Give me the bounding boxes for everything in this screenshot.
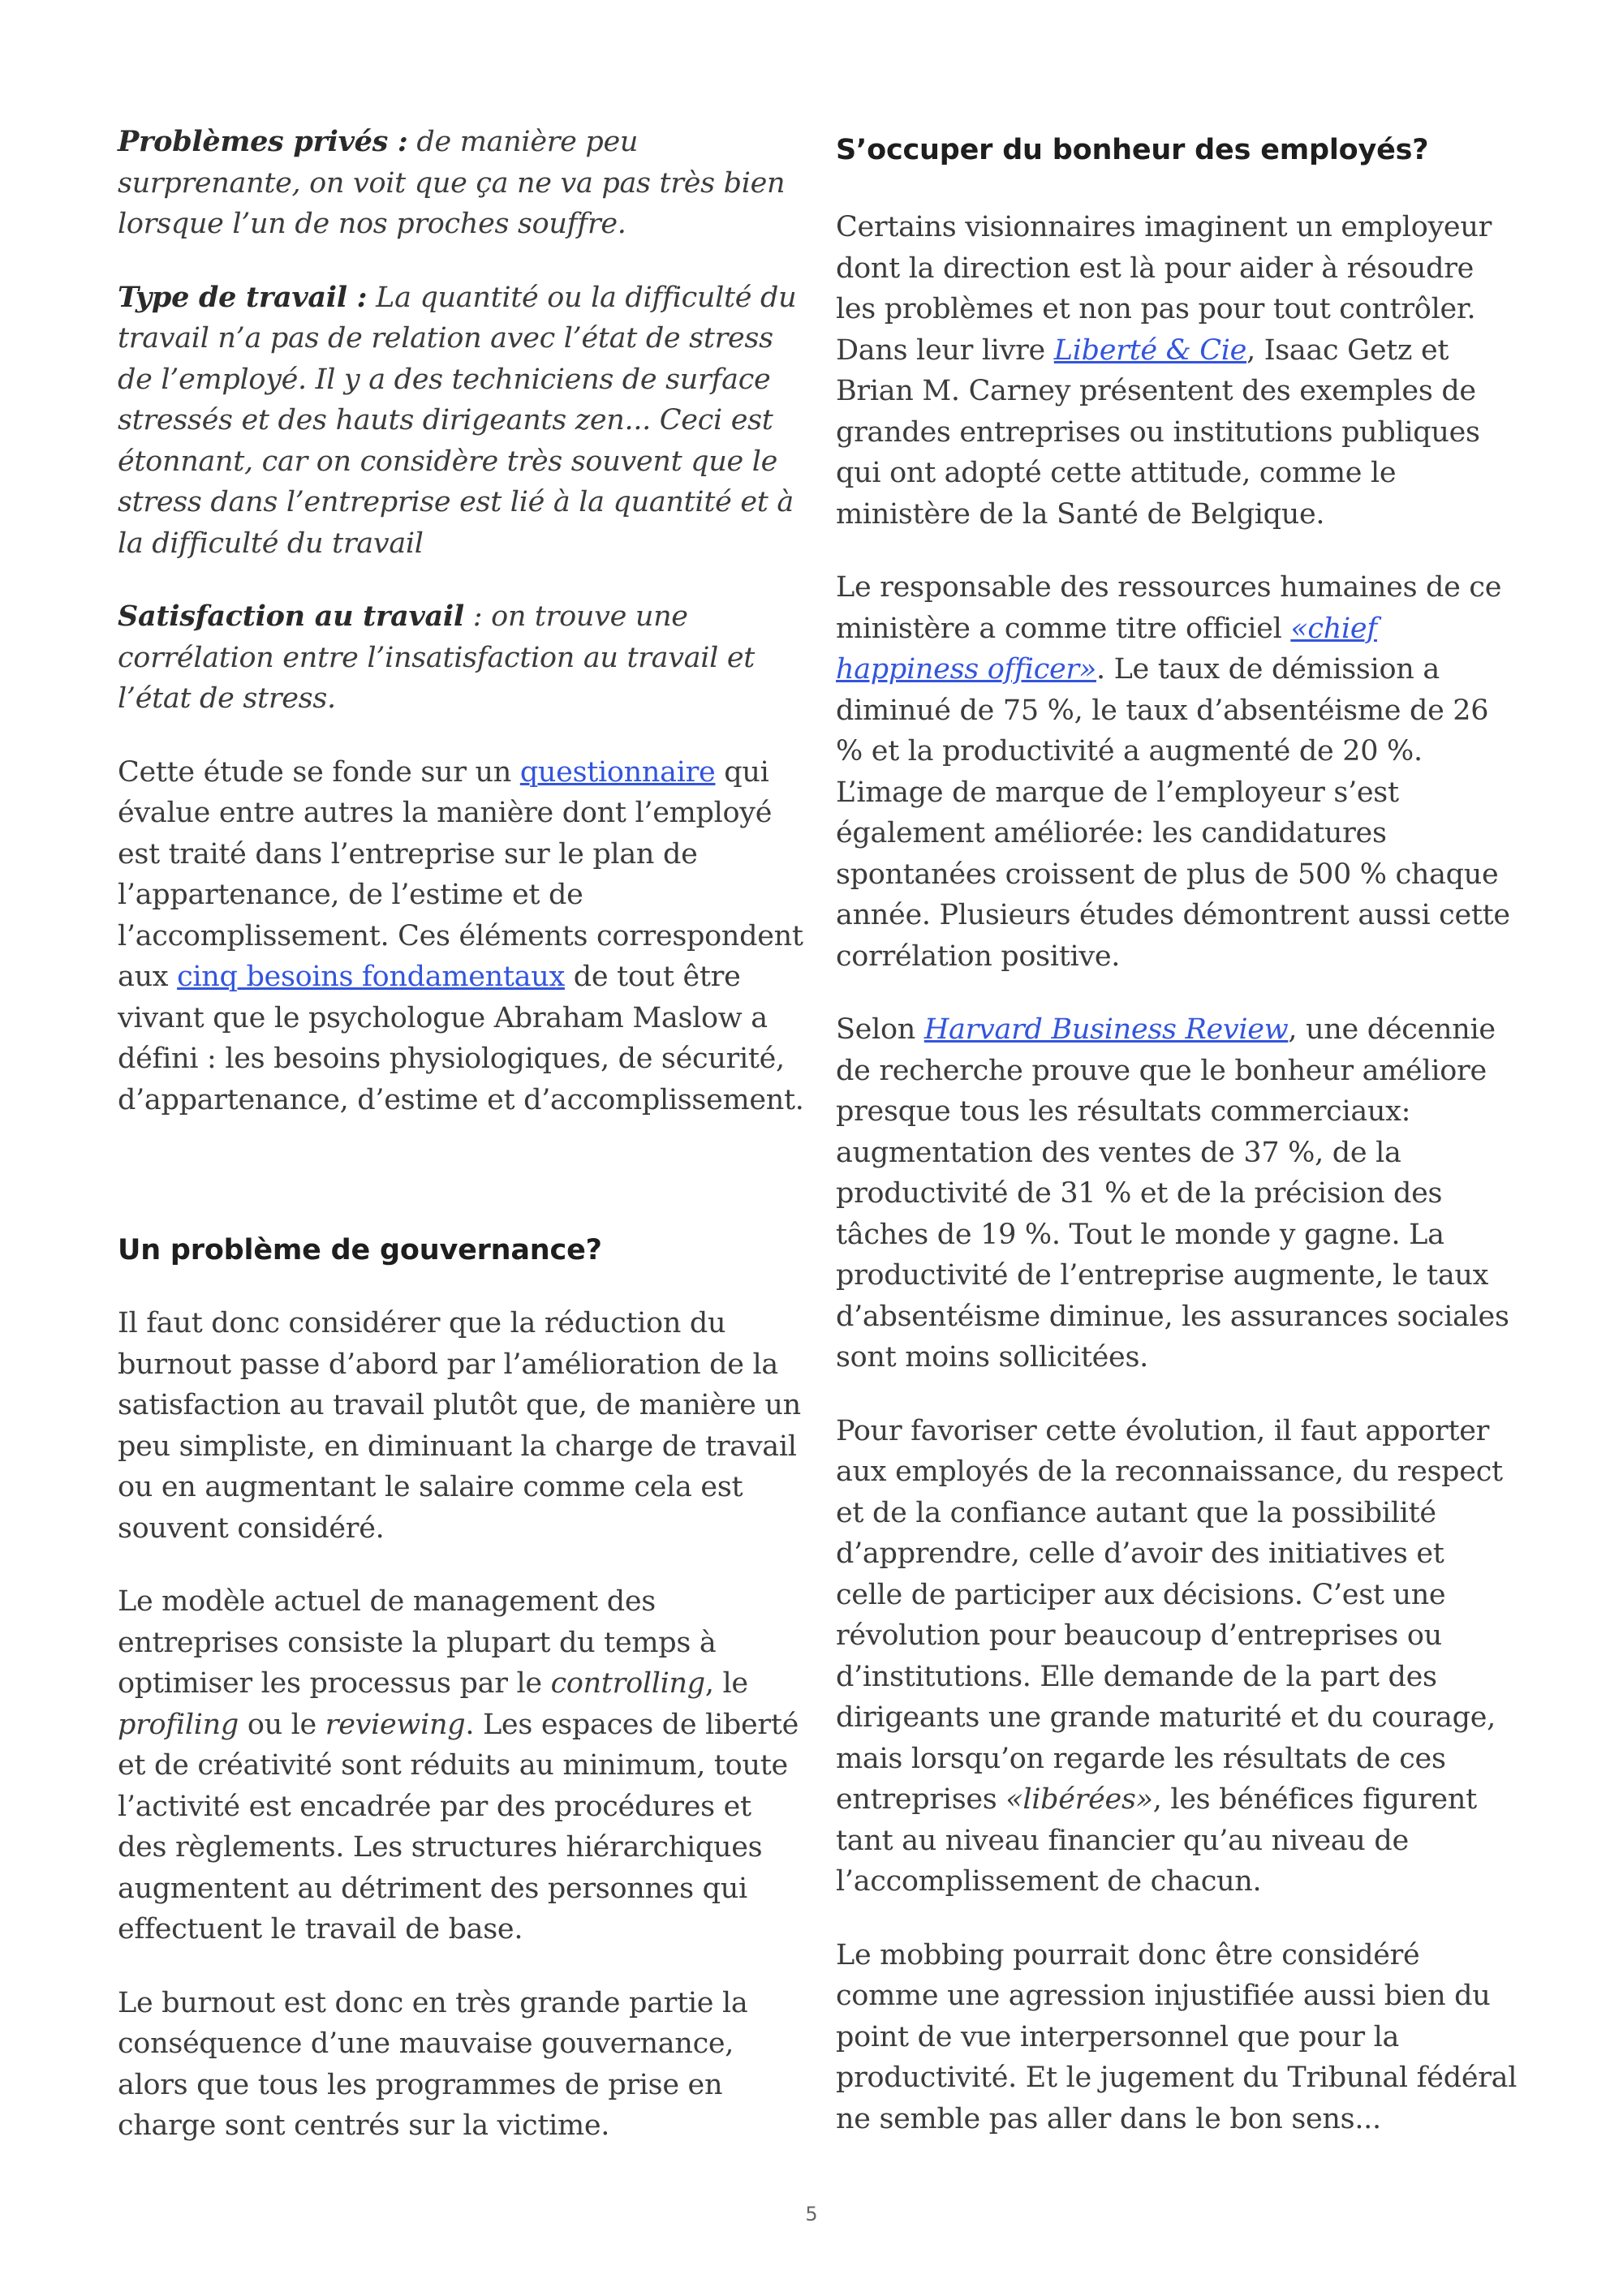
paragraph-visionaries (836, 207, 1518, 535)
paragraph-harvard (836, 1009, 1518, 1378)
text-segment: . Les espaces de liberté et de créativité sont réduits au minimum, toute l’activité est encadrée par des procédures et des règlements. Les structures hiérarchiques augmentent au détriment des personnes qui effectuent le travail de base. (118, 1708, 799, 1946)
liberte-cie-link[interactable]: Liberté & Cie (1053, 333, 1247, 367)
text-segment: Selon (836, 1013, 924, 1046)
text-segment: de tout être vivant que le psychologue Abraham Maslow a défini : les besoins physiologiques, de sécurité, d’appartenance, d’estime et d’accomplissement. (118, 961, 804, 1116)
paragraph-management-model (118, 1581, 807, 1950)
paragraph-evolution (836, 1411, 1518, 1903)
harvard-business-review-link[interactable]: Harvard Business Review (923, 1013, 1289, 1046)
paragraph-hr-officer (836, 567, 1518, 977)
heading-employee-happiness: S’occuper du bonheur des employés? (836, 134, 1429, 166)
term-controlling: controlling (550, 1667, 705, 1700)
paragraph-work-satisfaction (118, 596, 807, 720)
text-segment: ou le (239, 1708, 325, 1741)
text-segment: Pour favoriser cette évolution, il faut apporter aux employés de la reconnaissance, du respect et de la confiance autant que la possibilité d’apprendre, celle d’avoir des initiatives et celle de participer aux décisions. C’est une révolution pour beaucoup d’entreprises ou d’institutions. Elle demande de la part des dirigeants une grande maturité et du courage, mais lorsqu’on regarde les résultats de ces entreprises (836, 1414, 1503, 1816)
term-liberees: «libérées» (1005, 1783, 1153, 1816)
text-segment: , Isaac Getz et Brian M. Carney présentent des exemples de grandes entreprises ou institutions publiques qui ont adopté cette attitude, comme le ministère de la Santé de Belgique. (836, 333, 1480, 531)
text-segment: Le responsable des ressources humaines de ce ministère a comme titre officiel (836, 571, 1502, 645)
term-reviewing: reviewing (325, 1708, 466, 1741)
term-profiling: profiling (118, 1708, 239, 1741)
text-segment: qui évalue entre autres la manière dont l’employé est traité dans l’entreprise sur le plan de l’appartenance, de l’estime et de l’accomplissement. Ces éléments correspondent aux (118, 755, 803, 993)
chief-happiness-officer-link[interactable]: «chief happiness officer» (836, 612, 1377, 686)
paragraph-study (118, 752, 807, 1121)
text-segment: . Le taux de démission a diminué de 75 %, le taux d’absentéisme de 26 % et la productivité a augmenté de 20 %. L’image de marque de l’employeur s’est également améliorée: les candidatures spontanées croissent de plus de 500 % chaque année. Plusieurs études démontrent aussi cette corrélation positive. (836, 653, 1510, 973)
lead-work-type: Type de travail : (118, 280, 368, 314)
text-segment: , une décennie de recherche prouve que le bonheur améliore presque tous les résultats commerciaux: augmentation des ventes de 37 %, de la productivité de 31 % et de la précision des tâches de 19 %. Tout le monde y gagne. La productivité de l’entreprise augmente, le taux d’absentéisme diminue, les assurances sociales sont moins sollicitées. (836, 1013, 1509, 1374)
right-column (836, 122, 1518, 2172)
lead-private-problems: Problèmes privés : (118, 125, 408, 158)
paragraph-bad-governance: Le burnout est donc en très grande partie la conséquence d’une mauvaise gouvernance, alors que tous les programmes de prise en charge sont centrés sur la victime. (118, 1986, 748, 2142)
paragraph-burnout-reduction: Il faut donc considérer que la réduction du burnout passe d’abord par l’amélioration de la satisfaction au travail plutôt que, de manière un peu simpliste, en diminuant la charge de travail ou en augmentant le salaire comme cela est souvent considéré. (118, 1307, 801, 1545)
questionnaire-link[interactable]: questionnaire (519, 755, 716, 789)
text-segment: Cette étude se fonde sur un (118, 755, 520, 789)
paragraph-work-type (118, 277, 807, 565)
text-segment: Le modèle actuel de management des entreprises consiste la plupart du temps à optimiser les processus par le (118, 1585, 717, 1700)
five-needs-link[interactable]: cinq besoins fondamentaux (177, 961, 565, 993)
text-segment: , les bénéfices figurent tant au niveau financier qu’au niveau de l’accomplissement de chacun. (836, 1783, 1477, 1898)
text-segment: Certains visionnaires imaginent un employeur dont la direction est là pour aider à résoudre les problèmes et non pas pour tout contrôler. Dans leur livre (836, 211, 1492, 367)
paragraph-mobbing: Le mobbing pourrait donc être considéré comme une agression injustifiée aussi bien du point de vue interpersonnel que pour la productivité. Et le jugement du Tribunal fédéral ne semble pas aller dans le bon sens... (836, 1938, 1518, 2135)
text-private-problems: de manière peu surprenante, on voit que ça ne va pas très bien lorsque l’un de nos proches souffre. (118, 126, 786, 240)
page-number: 5 (805, 2203, 818, 2225)
text-work-type: La quantité ou la difficulté du travail n’a pas de relation avec l’état de stress de l’employé. Il y a des techniciens de surface stressés et des hauts dirigeants zen... Ceci est étonnant, car on considère très souvent que le stress dans l’entreprise est lié à la quantité et à la difficulté du travail (118, 281, 797, 560)
text-segment: , le (704, 1667, 748, 1700)
lead-work-satisfaction: Satisfaction au travail (118, 600, 464, 633)
text-work-satisfaction: : on trouve une corrélation entre l’insatisfaction au travail et l’état de stress. (118, 600, 756, 715)
paragraph-private-problems (118, 122, 807, 245)
heading-governance: Un problème de gouvernance? (118, 1234, 602, 1266)
left-column (118, 122, 807, 2179)
